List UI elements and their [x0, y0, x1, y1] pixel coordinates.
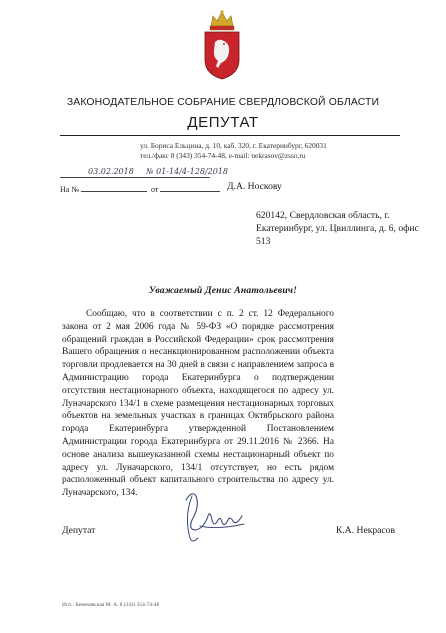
- signer-position: Депутат: [62, 525, 96, 536]
- signer-name: К.А. Некрасов: [336, 525, 396, 536]
- recipient-name: Д.А. Носкову: [227, 181, 282, 192]
- handwritten-date: 03.02.2018: [88, 167, 134, 176]
- letter-body: Сообщаю, что в соответствии с п. 2 ст. 12 Федерального закона от 2 мая 2006 года № 59-ФЗ «О порядке рассмотрения обращений граждан в Российской Федерации» срок рассмотрения Вашего обращения о несанкционированном расположении объекта торговли продлевается на 30 дней в связи с направлением запроса в Администрацию города Екатеринбурга о подтверждении отсутствия нестационарного объекта, находящегося по адресу ул. Луначарского 134/1 в схеме размещения нестационарных торговых объектов на земельных участках в границах Октябрьского района города Екатеринбурга утвержденной Постановлением Администрации города Екатеринбурга от 29.11.2016 № 2366. На основе анализа вышеуказанной схемы нестационарный объект по адресу ул. Луначарского, 134/1 отсутствует, но есть рядом расположенный объект капитального строительства по адресу ул. Луначарского, 134.: [62, 309, 334, 499]
- organization-name: ЗАКОНОДАТЕЛЬНОЕ СОБРАНИЕ СВЕРДЛОВСКОЙ ОБЛАСТИ: [66, 97, 380, 108]
- handwritten-number: № 01-14/4-128/2018: [146, 167, 228, 176]
- handwritten-signature: [178, 486, 248, 546]
- address-line: ул. Бориса Ельцина, д. 10, каб. 320, г. Екатеринбург, 620031: [140, 141, 327, 150]
- coat-of-arms-icon: [199, 8, 245, 80]
- document-title: ДЕПУТАТ: [187, 114, 259, 131]
- header-divider: [60, 135, 400, 136]
- na-blank: [81, 184, 147, 192]
- ot-blank: [160, 184, 220, 192]
- reference-row: [60, 184, 220, 194]
- date-number-line: [60, 177, 210, 178]
- contact-line: тел./факс 8 (343) 354-74-48, e-mail: nekrasov@zsso.ru: [140, 151, 306, 160]
- greeting: Уважаемый Денис Анатольевич!: [148, 285, 298, 296]
- ot-label: от: [150, 185, 159, 194]
- recipient-address: 620142, Свердловская область, г. Екатеринбург, ул. Цвиллинга, д. 6, офис 513: [256, 210, 419, 247]
- na-label: На №: [60, 185, 79, 194]
- executor-footer: Исп.: Кемечевская М. А. 8 (343) 354-74-48: [62, 602, 160, 608]
- header-contacts: [140, 141, 327, 161]
